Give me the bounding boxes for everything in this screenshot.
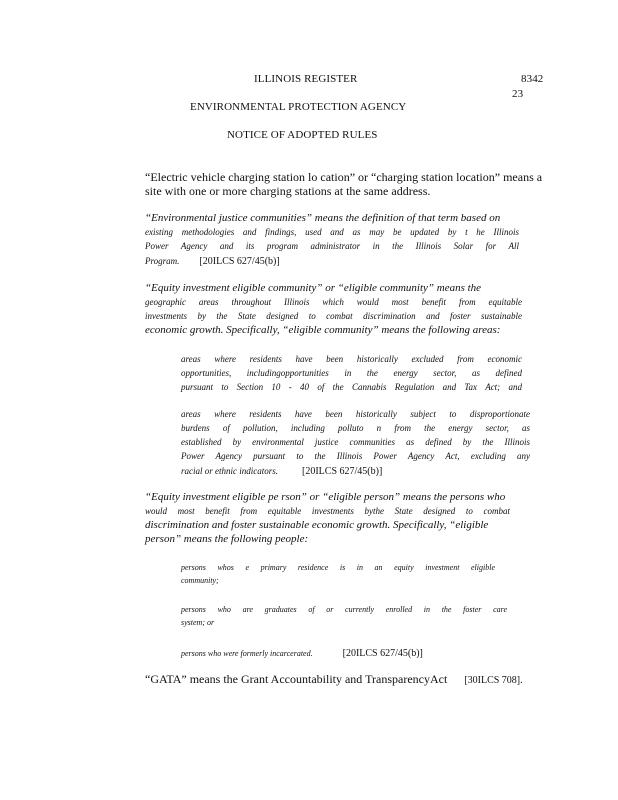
ep-definition	[145, 490, 510, 546]
person-item-2	[181, 603, 507, 629]
p3-text: persons who were formerly incarcerated.	[181, 649, 313, 658]
gata-definition	[145, 672, 523, 687]
register-title: ILLINOIS REGISTER	[254, 73, 358, 85]
area2-last: racial or ethnic indicators.	[181, 466, 278, 476]
area-item-1	[181, 352, 522, 394]
p3-citation: [20ILCS 627/45(b)]	[342, 648, 423, 659]
area1-line: pursuant to Section 10 - 40 of the Cannabis Regulation and Tax Act; and	[181, 382, 522, 392]
p2-line: system; or	[181, 618, 215, 627]
ec-last: economic growth. Specifically, “eligible community” means the following areas:	[145, 324, 501, 336]
sub-page-number: 23	[512, 88, 524, 100]
ec-line: geographic areas throughout Illinois which would most benefit from equitable	[145, 297, 522, 307]
notice-title: NOTICE OF ADOPTED RULES	[227, 129, 378, 141]
ej-last: Program.	[145, 256, 180, 266]
gata-citation: [30ILCS 708].	[464, 675, 523, 686]
ep-line: person” means the following people:	[145, 533, 309, 545]
person-item-3	[181, 643, 423, 661]
agency-name: ENVIRONMENTAL PROTECTION AGENCY	[190, 101, 407, 113]
p1-line: community;	[181, 576, 219, 585]
ej-definition	[145, 211, 519, 269]
p2-line: persons who are graduates of or currently enrolled in the foster care	[181, 605, 507, 614]
area2-line: established by environmental justice communities as defined by the Illinois	[181, 437, 530, 447]
ev-line: site with one or more charging stations at the same address.	[145, 184, 431, 198]
ep-lead: “Equity investment eligible pe rson” or “eligible person” means the persons who	[145, 491, 506, 503]
ec-definition	[145, 281, 522, 337]
ep-line: discrimination and foster sustainable economic growth. Specifically, “eligible	[145, 519, 489, 531]
ep-line: would most benefit from equitable investments bythe State designed to combat	[145, 506, 510, 516]
ec-line: investments by the State designed to combat discrimination and foster sustainable	[145, 311, 522, 321]
ej-line: Power Agency and its program administrator in the Illinois Solar for All	[145, 241, 519, 251]
area2-line: burdens of pollution, including polluto n from the energy sector, as	[181, 423, 530, 433]
ec-lead: “Equity investment eligible community” or “eligible community” means the	[145, 282, 482, 294]
ev-line: “Electric vehicle charging station lo cation” or “charging station location” means a	[145, 170, 543, 184]
p1-line: persons whos e primary residence is in an equity investment eligible	[181, 563, 495, 572]
ej-citation: [20ILCS 627/45(b)]	[199, 256, 280, 267]
ej-line: existing methodologies and findings, used and as may be updated by t he Illinois	[145, 227, 519, 237]
gata-text: “GATA” means the Grant Accountability and TransparencyAct	[145, 672, 448, 686]
area2-line: areas where residents have been historically subject to disproportionate	[181, 409, 530, 419]
area1-line: opportunities, includingopportunities in the energy sector, as defined	[181, 368, 522, 378]
person-item-1	[181, 561, 495, 587]
area1-line: areas where residents have been historically excluded from economic	[181, 354, 522, 364]
ev-definition	[145, 170, 543, 198]
area-item-2	[181, 407, 530, 479]
ej-lead: “Environmental justice communities” means the definition of that term based on	[145, 212, 501, 224]
area2-citation: [20ILCS 627/45(b)]	[302, 466, 383, 477]
area2-line: Power Agency pursuant to the Illinois Power Agency Act, excluding any	[181, 451, 530, 461]
page-number: 8342	[521, 73, 544, 85]
